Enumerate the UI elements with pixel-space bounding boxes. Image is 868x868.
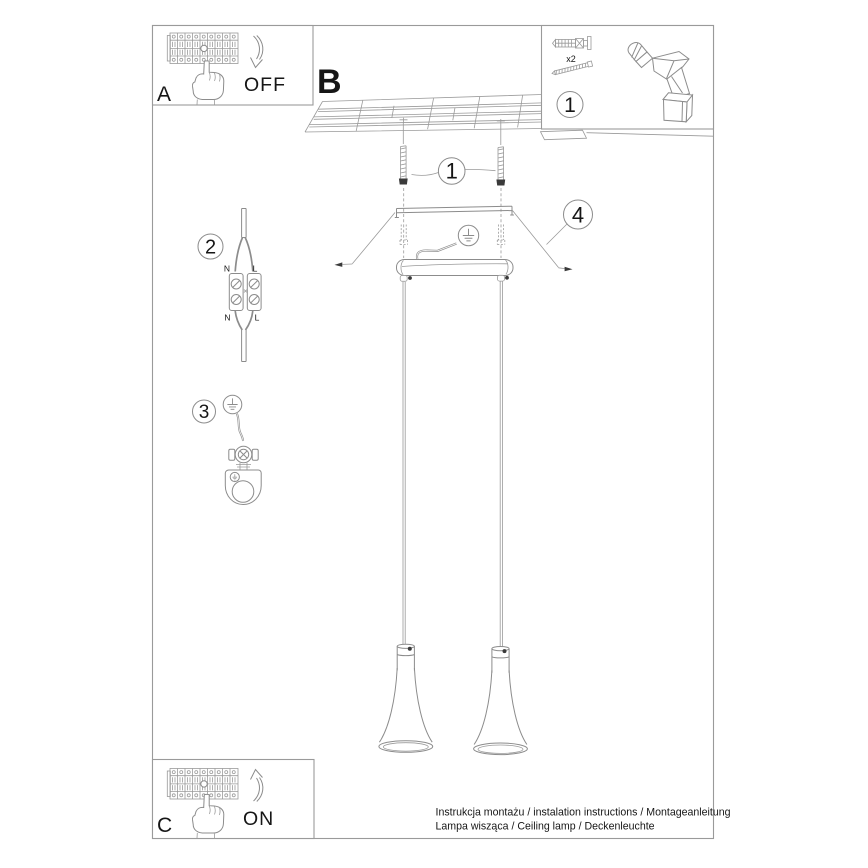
- step-c-label: C: [157, 814, 173, 837]
- parts-box: [542, 26, 714, 130]
- step-c-box: [153, 760, 315, 839]
- mounting-plate-icon: [225, 470, 261, 505]
- step-a-box: [153, 26, 314, 107]
- footer-line1: Instrukcja montażu / instalation instructions / Montageanleitung: [435, 806, 731, 819]
- step-a-label: A: [157, 83, 172, 106]
- callout-ground-number: 3: [198, 402, 210, 424]
- breaker-panel-icon: [167, 769, 238, 800]
- footer-line2: Lampa wisząca / Ceiling lamp / Deckenleuchte: [435, 820, 655, 833]
- wire-label-l: L: [254, 312, 260, 323]
- ground-symbol-icon: [458, 225, 478, 245]
- wire-label-n: N: [224, 312, 231, 323]
- callout-screws-number: 1: [445, 158, 458, 184]
- canopy-body: [397, 260, 514, 276]
- callout-wiring-number: 2: [204, 236, 217, 259]
- page-border: [153, 26, 714, 839]
- screw-quantity-label: x2: [566, 54, 576, 64]
- step-b-label: B: [317, 63, 342, 101]
- wire-label-n: N: [223, 263, 231, 274]
- wire-label-l: L: [252, 263, 258, 274]
- breaker-panel-icon: [167, 33, 238, 64]
- ground-symbol-icon: [223, 395, 242, 414]
- switch-on-label: ON: [243, 808, 275, 830]
- parts-callout-number: 1: [564, 94, 576, 117]
- callout-canopy-number: 4: [571, 202, 585, 228]
- switch-off-label: OFF: [244, 74, 286, 96]
